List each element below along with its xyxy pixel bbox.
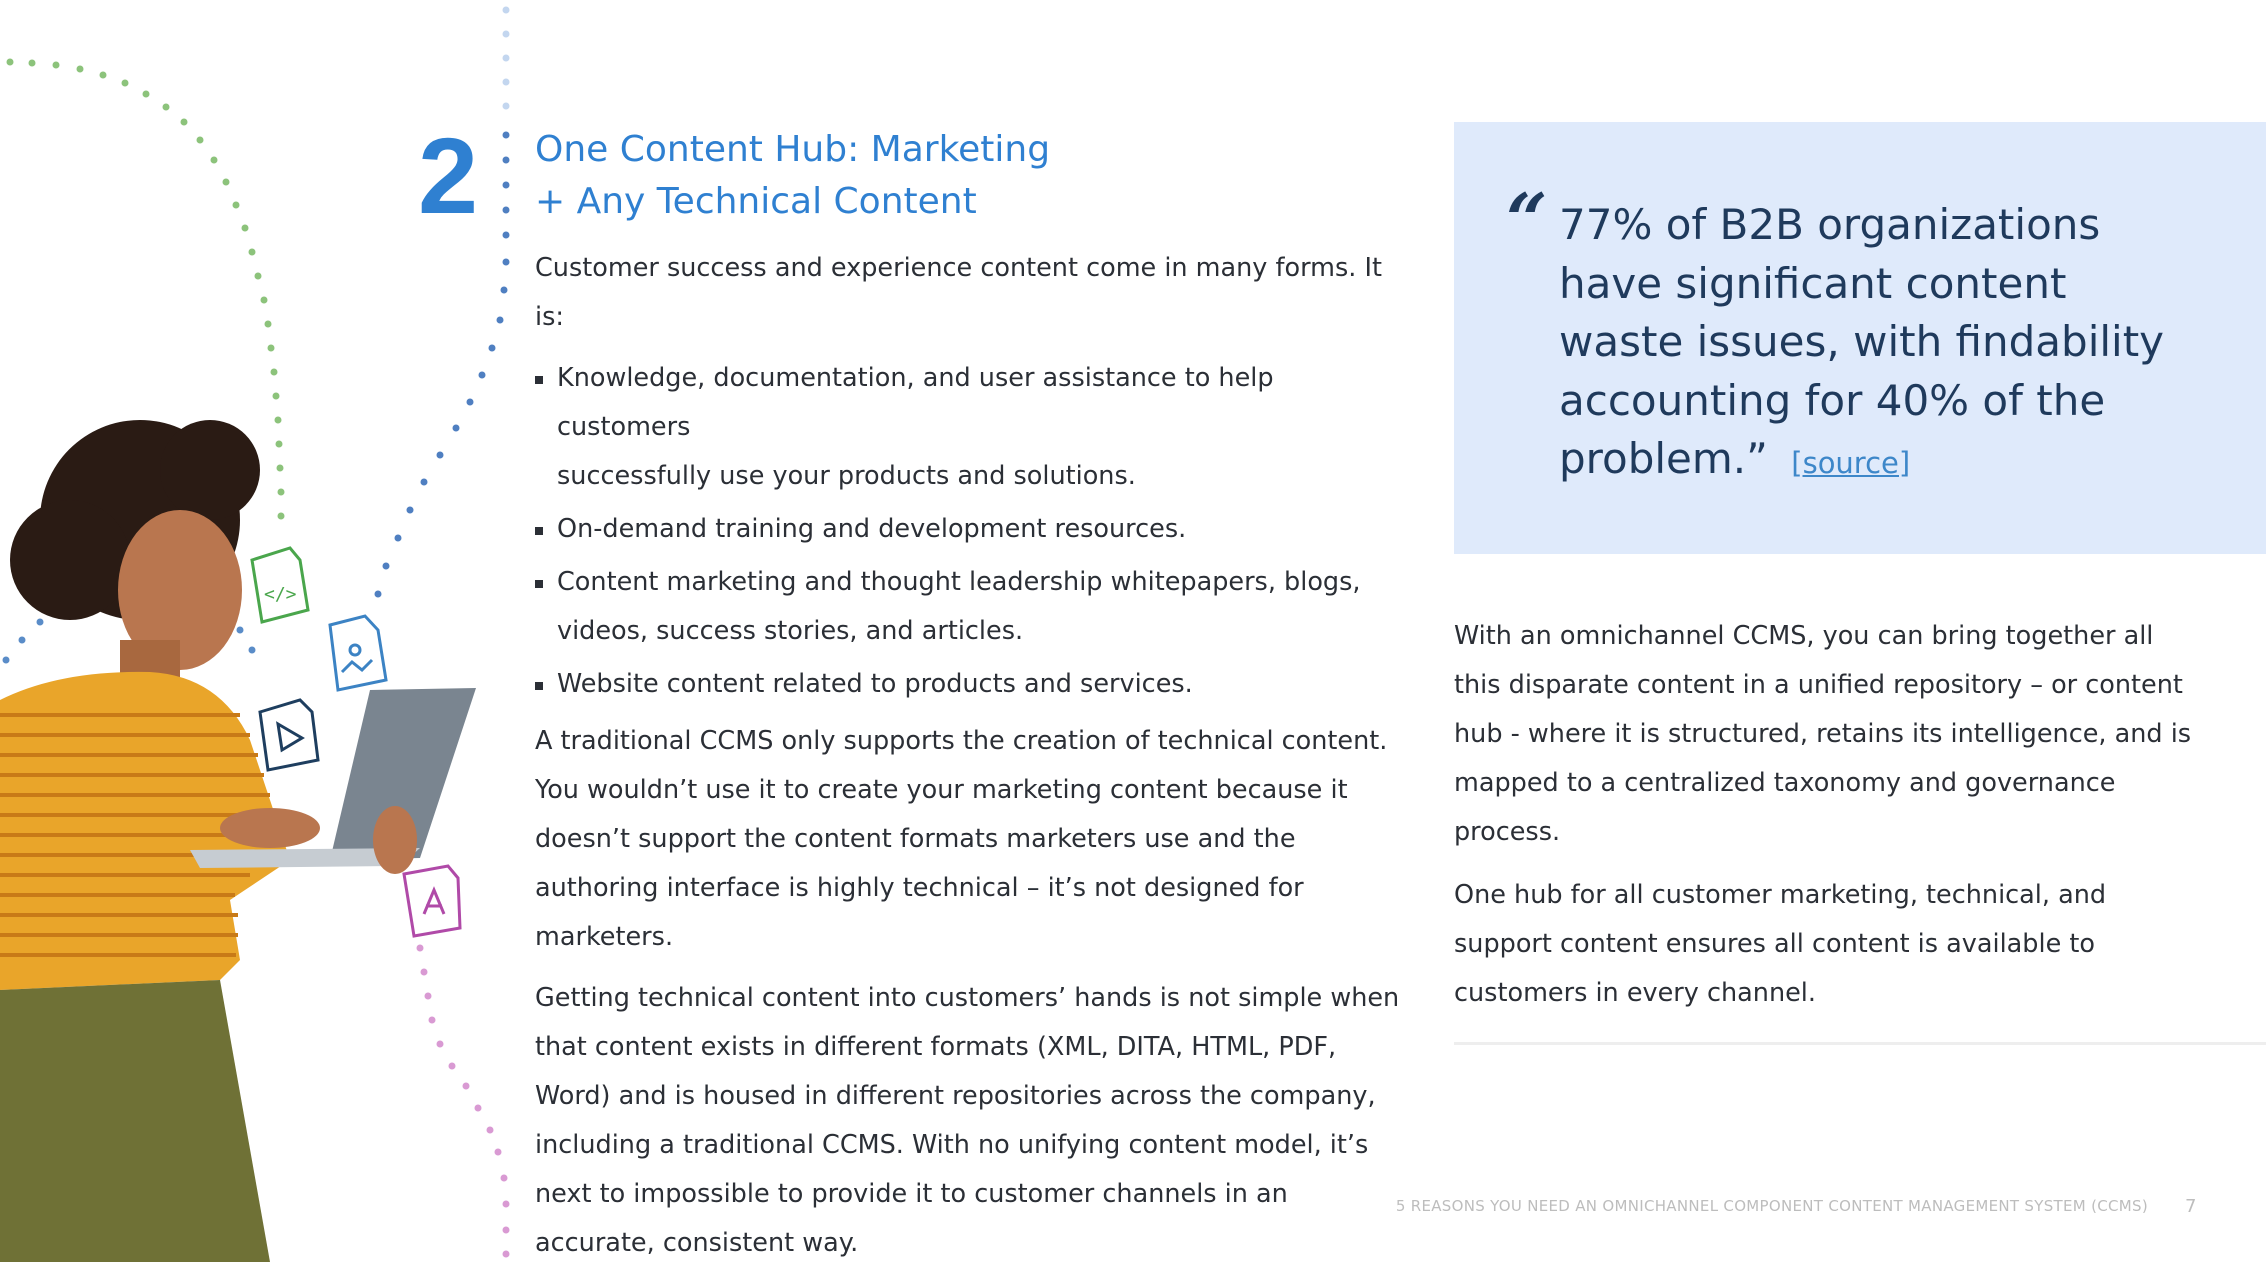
- intro-text: Customer success and experience content come in many forms. It is:: [535, 253, 1382, 332]
- svg-text:</>: </>: [264, 584, 297, 605]
- quote-mark-icon: “: [1506, 177, 1548, 262]
- section-number: 2: [418, 115, 479, 236]
- paragraph-one-hub: One hub for all customer marketing, technical, and support content ensures all content is available to customers in every channel.: [1454, 880, 2107, 1008]
- list-item: [535, 505, 1405, 554]
- source-link[interactable]: [source]: [1791, 446, 1911, 480]
- footer-title: 5 REASONS YOU NEED AN OMNICHANNEL COMPONENT CONTENT MANAGEMENT SYSTEM (CCMS): [1395, 1197, 2148, 1215]
- left-column-body: [535, 244, 1405, 1280]
- person-with-laptop-image: [0, 420, 476, 1262]
- pink-dotted-curve: [417, 945, 510, 1258]
- page-number: 7: [2185, 1196, 2197, 1217]
- pull-quote: [1559, 196, 2199, 493]
- right-column-body: [1454, 612, 2194, 1032]
- pull-quote-box: [1454, 122, 2266, 554]
- list-item-text: On-demand training and development resources.: [557, 514, 1187, 544]
- heading-line-2: + Any Technical Content: [535, 181, 977, 222]
- list-item-text-continued: videos, success stories, and articles.: [557, 616, 1024, 646]
- image-file-icon: [330, 616, 386, 690]
- list-item-text: Website content related to products and services.: [557, 669, 1193, 699]
- list-item-text: Content marketing and thought leadership whitepapers, blogs,: [557, 567, 1361, 597]
- list-item: [535, 354, 1405, 501]
- pdf-file-icon: [404, 866, 460, 936]
- paragraph-traditional-ccms: A traditional CCMS only supports the creation of technical content. You wouldn’t use it to create your marketing content because it doesn’t support the content formats marketers use and the authoring interface is highly technical – it’s not designed for marketers.: [535, 726, 1388, 952]
- list-item-text: Knowledge, documentation, and user assistance to help customers: [557, 363, 1274, 442]
- code-file-icon: [252, 548, 308, 622]
- divider-rule: [1454, 1042, 2266, 1045]
- list-item: [535, 660, 1405, 709]
- video-file-icon: [260, 700, 318, 770]
- list-item: [535, 558, 1405, 656]
- dotted-divider: [503, 7, 510, 110]
- quote-text: 77% of B2B organizations have significant content waste issues, with findability accounting for 40% of the problem.”: [1559, 200, 2165, 483]
- heading-line-1: One Content Hub: Marketing: [535, 129, 1051, 170]
- paragraph-technical-content: Getting technical content into customers’ hands is not simple when that content exists in different formats (XML, DITA, HTML, PDF, Word) and is housed in different repositories across the company, including a traditional CCMS. With no unifying content model, it’s next to impossible to provide it to customer channels in an accurate, consistent way.: [535, 983, 1400, 1258]
- list-item-text-continued: successfully use your products and solutions.: [557, 461, 1136, 491]
- paragraph-omnichannel: With an omnichannel CCMS, you can bring together all this disparate content in a unified repository – or content hub - where it is structured, retains its intelligence, and is mapped to a centralized taxonomy and governance process.: [1454, 621, 2192, 847]
- content-forms-list: [535, 354, 1405, 709]
- section-heading: [535, 124, 1095, 228]
